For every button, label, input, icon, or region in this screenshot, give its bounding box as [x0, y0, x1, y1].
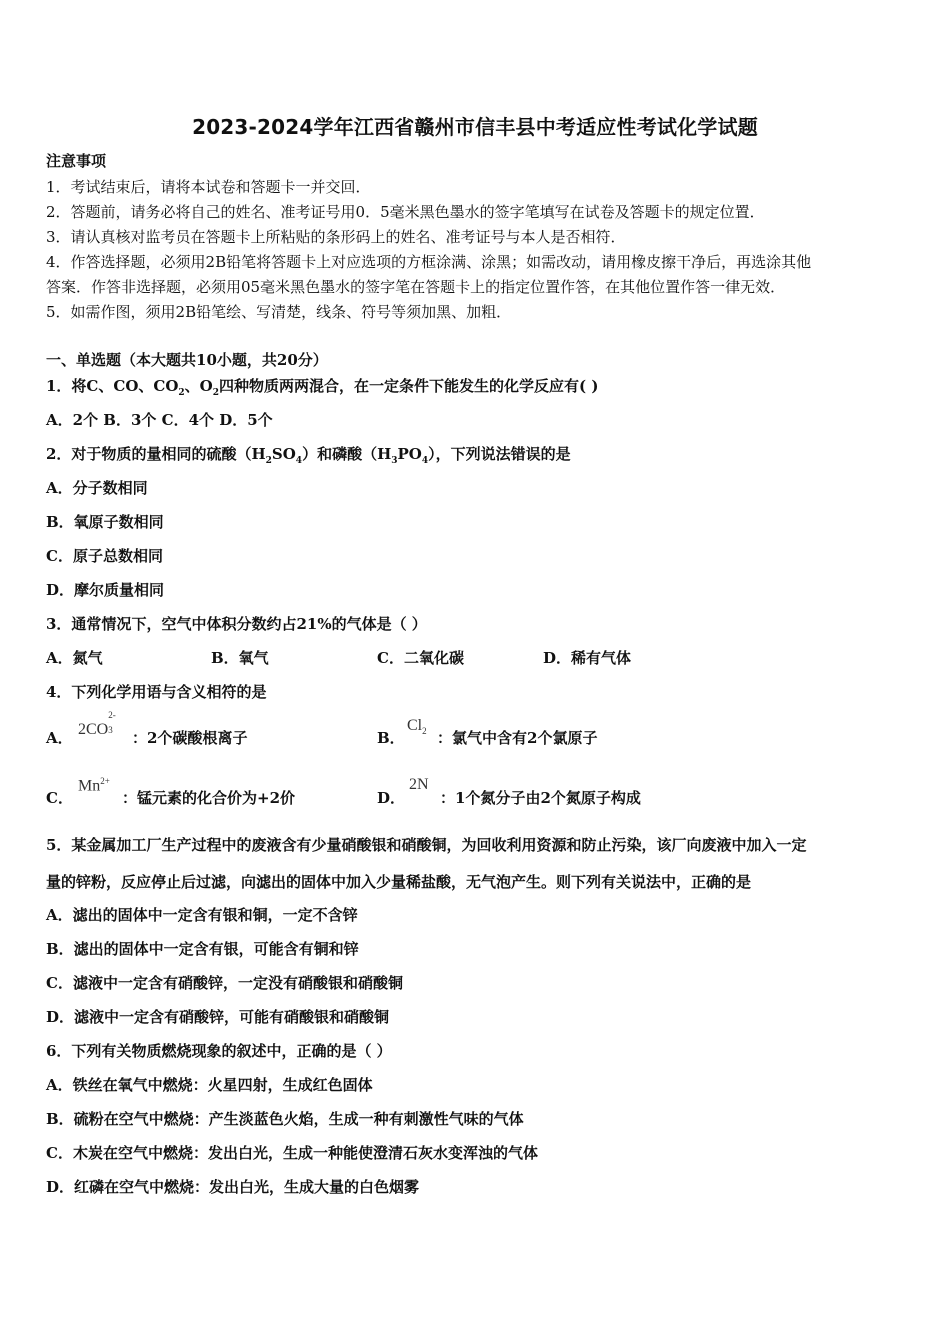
question-5-option-c: C．滤液中一定含有硝酸锌，一定没有硝酸银和硝酸铜	[46, 974, 403, 992]
question-5-stem-line-2: 量的锌粉，反应停止后过滤，向滤出的固体中加入少量稀盐酸，无气泡产生。则下列有关说法中，正确的是	[46, 873, 752, 891]
question-4-option-b-text: ：氯气中含有2个氯原子	[437, 729, 598, 747]
question-2-stem: 2．对于物质的量相同的硫酸$(H_2SO_4)$和磷酸$(H_3PO_4)$，下列说法错误的是	[46, 445, 571, 466]
question-4-option-d-label: D．	[377, 789, 406, 807]
question-3-option-a: A．氮气	[46, 649, 103, 667]
question-2-option-d: D．摩尔质量相同	[46, 581, 165, 599]
question-3-stem: 3．通常情况下，空气中体积分数约占21%的气体是（ ）	[46, 615, 427, 633]
section-heading: 一、单选题（本大题共10小题，共20分）	[46, 351, 328, 369]
notice-item: 1．考试结束后，请将本试卷和答题卡一并交回．	[46, 178, 371, 196]
question-1-options: A．2个 B．3个 C．4个 D．5个	[46, 411, 273, 429]
page-title: 2023-2024学年江西省赣州市信丰县中考适应性考试化学试题	[192, 115, 758, 139]
question-2-option-b: B．氧原子数相同	[46, 513, 164, 531]
question-6-option-a: A．铁丝在氧气中燃烧：火星四射，生成红色固体	[46, 1076, 373, 1094]
question-6-option-b: B．硫粉在空气中燃烧：产生淡蓝色火焰，生成一种有刺激性气味的气体	[46, 1110, 524, 1128]
question-4-option-c-text: ：锰元素的化合价为+2价	[122, 789, 296, 807]
question-4-option-c-label: C．	[46, 789, 73, 807]
question-4-option-a-text: ：2个碳酸根离子	[132, 729, 248, 747]
question-3-option-c: C．二氧化碳	[377, 649, 464, 667]
question-6-option-c: C．木炭在空气中燃烧：发出白光，生成一种能使澄清石灰水变浑浊的气体	[46, 1144, 538, 1162]
question-3-option-d: D．稀有气体	[543, 649, 632, 667]
question-4-option-d-text: ：1个氮分子由2个氮原子构成	[440, 789, 641, 807]
question-6-option-d: D．红磷在空气中燃烧：发出白光，生成大量的白色烟雾	[46, 1178, 420, 1196]
notice-heading: 注意事项	[46, 152, 107, 170]
question-4-option-b-label: B．	[377, 729, 405, 747]
question-4-option-c-formula: $Mn^{2+}$	[78, 776, 110, 795]
question-2-option-c: C．原子总数相同	[46, 547, 163, 565]
question-5-option-a: A．滤出的固体中一定含有银和铜，一定不含锌	[46, 906, 358, 924]
question-5-stem-line-1: 5．某金属加工厂生产过程中的废液含有少量硝酸银和硝酸铜，为回收利用资源和防止污染，该厂向废液中加入一定	[46, 836, 807, 854]
question-3-option-b: B．氧气	[211, 649, 269, 667]
question-4-option-d-formula: 2N	[409, 776, 429, 793]
question-5-option-d: D．滤液中一定含有硝酸锌，可能有硝酸银和硝酸铜	[46, 1008, 390, 1026]
notice-item: 2．答题前，请务必将自己的姓名、准考证号用0．5毫米黑色墨水的签字笔填写在试卷及答题卡的规定位置．	[46, 203, 765, 221]
notice-item: 答案．作答非选择题，必须用05毫米黑色墨水的签字笔在答题卡上的指定位置作答，在其他位置作答一律无效．	[46, 278, 786, 296]
notice-item: 4．作答选择题，必须用2B铅笔将答题卡上对应选项的方框涂满、涂黑；如需改动，请用橡皮擦干净后，再选涂其他	[46, 253, 812, 271]
question-4-stem: 4．下列化学用语与含义相符的是	[46, 683, 267, 701]
question-2-option-a: A．分子数相同	[46, 479, 148, 497]
question-1-stem: 1．将C、CO、$CO_2$、$O_2$四种物质两两混合，在一定条件下能发生的化学反应有( )	[46, 377, 599, 398]
question-4-option-a-formula: 2CO 2- 3	[78, 710, 116, 738]
question-5-option-b: B．滤出的固体中一定含有银，可能含有铜和锌	[46, 940, 359, 958]
notice-item: 3．请认真核对监考员在答题卡上所粘贴的条形码上的姓名、准考证号与本人是否相符．	[46, 228, 626, 246]
notice-item: 5．如需作图，须用2B铅笔绘、写清楚，线条、符号等须加黑、加粗．	[46, 303, 512, 321]
question-4-option-a-label: A．	[46, 729, 73, 747]
question-6-stem: 6．下列有关物质燃烧现象的叙述中，正确的是（ ）	[46, 1042, 392, 1060]
question-4-option-b-formula: $Cl_2$	[407, 717, 427, 737]
